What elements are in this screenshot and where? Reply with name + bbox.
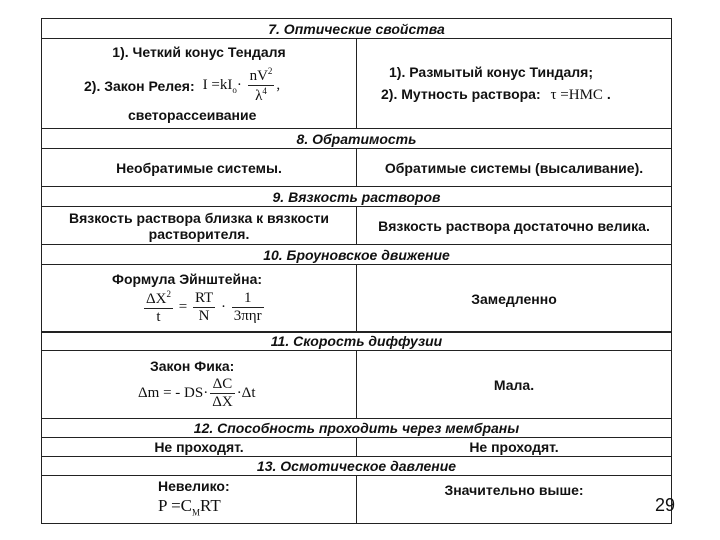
section-9-title: 9. Вязкость растворов (42, 187, 672, 207)
s7-right-line1: 1). Размытый конус Тиндаля; (389, 63, 593, 80)
s11-left-label: Закон Фика: (150, 358, 235, 374)
properties-table-top (41, 18, 672, 333)
section-13-right: Значительно выше: (357, 476, 672, 524)
s7-left-line1: 1). Четкий конус Тендаля (112, 44, 286, 60)
s7-left-line2: 2). Закон Релея: (84, 77, 195, 94)
section-11-right: Мала. (357, 351, 672, 419)
section-9-right: Вязкость раствора достаточно велика. (357, 207, 672, 245)
einstein-formula: $\frac{\Delta X^2}{t}$ = $\frac{RT}{N}$ · $\frac{1}{\text{3πηr}}$ (146, 289, 262, 325)
s7-right-line2: 2). Мутность раствора: (381, 85, 541, 102)
section-9-left: Вязкость раствора близка к вязкости растворителя. (42, 207, 357, 245)
section-13-left (42, 476, 357, 524)
section-10-left (42, 265, 357, 333)
section-12-left: Не проходят. (42, 438, 357, 457)
osmotic-formula: $P =C_MRT$ (158, 496, 221, 518)
s13-left-label: Невелико: (158, 478, 230, 494)
section-7-left (42, 39, 357, 129)
section-8-title: 8. Обратимость (42, 129, 672, 149)
s10-left-label: Формула Эйнштейна: (112, 271, 263, 287)
properties-table-bottom (41, 331, 672, 524)
section-11-title: 11. Скорость диффузии (42, 332, 672, 351)
section-10-right: Замедленно (357, 265, 672, 333)
rayleigh-formula: $I =kI_o\cdot$ $\frac{nV^2}{\lambda^4}$ , (202, 66, 281, 104)
s7-left-line3: светорассеивание (128, 107, 257, 123)
section-10-title: 10. Броуновское движение (42, 245, 672, 265)
turbidity-formula: τ =HMC (550, 86, 603, 103)
page-number: 29 (655, 495, 676, 515)
section-12-title: 12. Способность проходить через мембраны (42, 419, 672, 438)
section-8-left: Необратимые системы. (42, 149, 357, 187)
section-8-right: Обратимые системы (высаливание). (357, 149, 672, 187)
section-13-title: 13. Осмотическое давление (42, 457, 672, 476)
fick-formula: Δm = - DS· $\frac{\Delta C}{\Delta X}$ ·Δt (138, 376, 256, 410)
section-7-right: 1). Размытый конус Тиндаля; 2). Мутность раствора: τ =HMC . (357, 39, 672, 129)
section-12-right: Не проходят. (357, 438, 672, 457)
section-7-title: 7. Оптические свойства (42, 19, 672, 39)
section-11-left (42, 351, 357, 419)
